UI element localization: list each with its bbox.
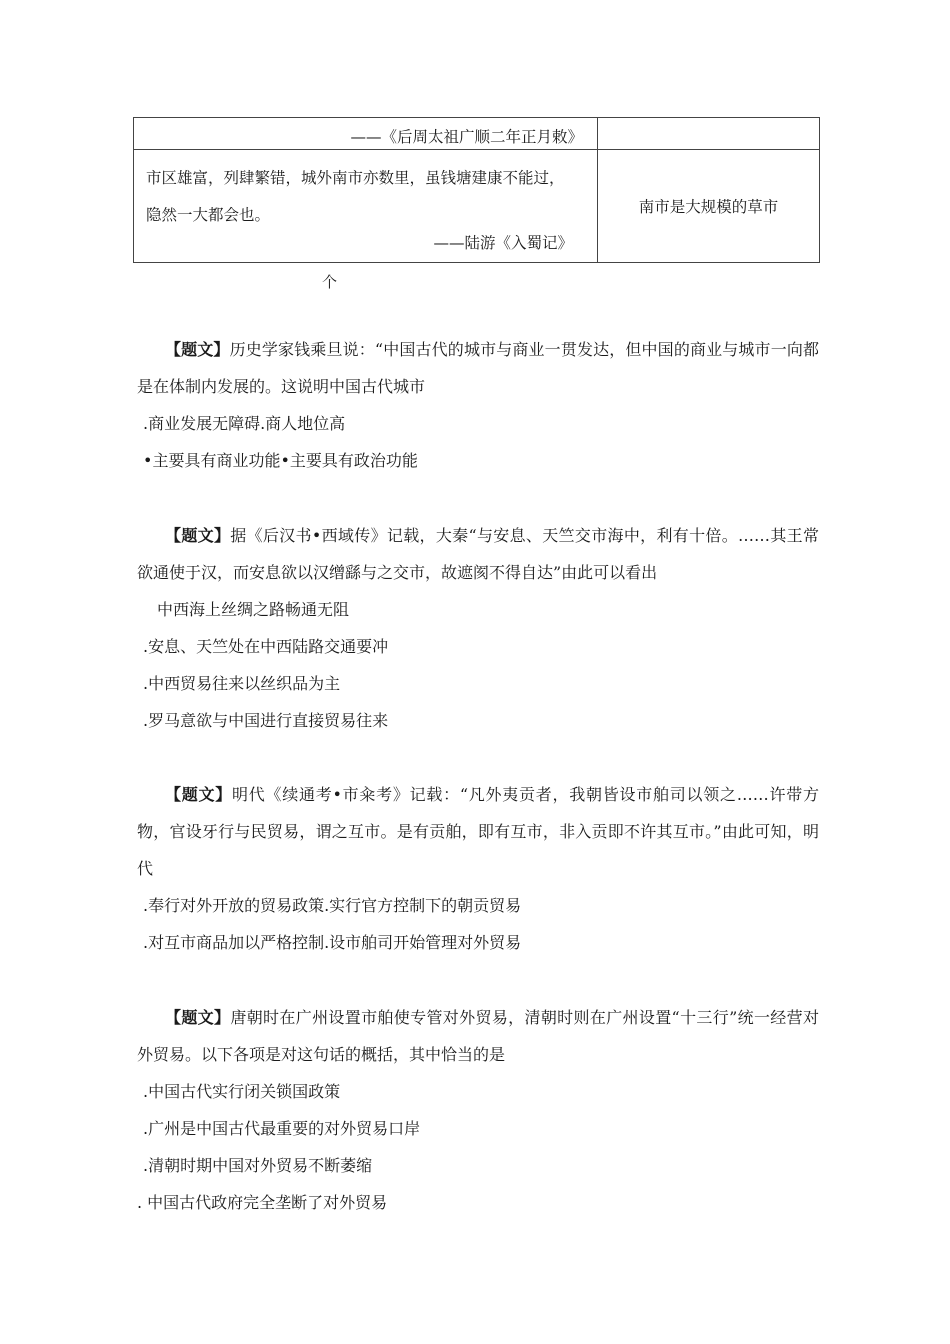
question-tag: 【题文】	[165, 340, 230, 359]
citation-text: ——《后周太祖广顺二年正月敕》	[350, 128, 583, 146]
question-text: 唐朝时在广州设置市舶使专管对外贸易，清朝时则在广州设置“十三行”统一经营对外贸易。以下各项是对这句话的概括，其中恰当的是	[137, 1008, 819, 1064]
option-line: . 中国古代政府完全垄断了对外贸易	[137, 1193, 388, 1212]
question-block	[137, 517, 819, 739]
question-text: 据《后汉书•西域传》记载，大秦“与安息、天竺交市海中，利有十倍。……其王常欲通使于汉，而安息欲以汉缯繇与之交市，故遮阂不得自达”由此可以看出	[137, 526, 819, 582]
option-line: .清朝时期中国对外贸易不断萎缩	[143, 1156, 373, 1175]
stray-character: 个	[322, 273, 338, 291]
option-line: •主要具有商业功能•主要具有政治功能	[143, 451, 418, 470]
option-line: .罗马意欲与中国进行直接贸易往来	[143, 711, 389, 730]
option-line: .奉行对外开放的贸易政策.实行官方控制下的朝贡贸易	[143, 896, 522, 915]
question-text: 历史学家钱乘旦说：“中国古代的城市与商业一贯发达，但中国的商业与城市一向都是在体制内发展的。这说明中国古代城市	[137, 340, 819, 396]
option-line: .对互市商品加以严格控制.设市舶司开始管理对外贸易	[143, 933, 522, 952]
table-row	[134, 118, 820, 150]
question-text: 明代《续通考•市籴考》记载：“凡外夷贡者，我朝皆设市舶司以领之……许带方物，官设牙行与民贸易，谓之互市。是有贡舶，即有互市，非入贡即不许其互市。”由此可知，明代	[137, 785, 819, 878]
question-stem	[137, 331, 819, 405]
question-stem	[137, 517, 819, 591]
question-tag: 【题文】	[165, 526, 231, 545]
option-line: .广州是中国古代最重要的对外贸易口岸	[143, 1119, 421, 1138]
question-tag: 【题文】	[165, 1008, 231, 1027]
option-line: .安息、天竺处在中西陆路交通要冲	[143, 637, 389, 656]
table-quote-cell	[134, 150, 598, 263]
table-conclusion-cell	[598, 118, 820, 150]
option-line: .中国古代实行闭关锁国政策	[143, 1082, 341, 1101]
question-stem	[137, 776, 819, 887]
option-line: .商业发展无障碍.商人地位高	[143, 414, 346, 433]
question-stem	[137, 999, 819, 1073]
quote-text: 市区雄富，列肆繁错，城外南市亦数里，虽钱塘建康不能过，隐然一大都会也。	[146, 169, 565, 224]
question-tag: 【题文】	[165, 785, 232, 804]
option-line: 中西海上丝绸之路畅通无阻	[157, 600, 350, 619]
question-block	[137, 331, 819, 479]
question-block	[137, 776, 819, 961]
option-line: .中西贸易往来以丝织品为主	[143, 674, 341, 693]
table-row	[134, 150, 820, 263]
question-block	[137, 999, 819, 1221]
source-table	[133, 117, 820, 263]
table-conclusion-cell: 南市是大规模的草市	[598, 150, 820, 263]
citation-text: ——陆游《入蜀记》	[433, 234, 573, 252]
table-citation-cell	[134, 118, 598, 150]
